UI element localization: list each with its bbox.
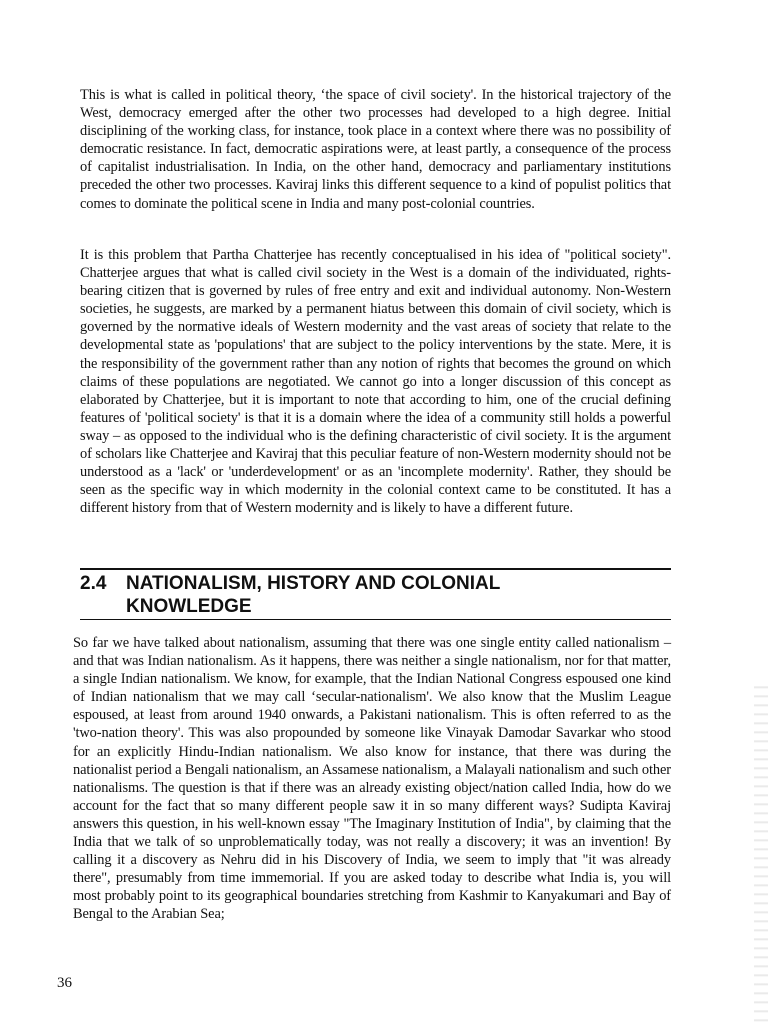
paragraph-political-society: It is this problem that Partha Chatterjee has recently conceptualised in his idea of "political society". Chatterjee argues that what is called civil society in the West is a domain of the individuated, rights-bearing citizen that is governed by rules of free entry and exit and individual autonomy. Non-Western societies, he suggests, are marked by a permanent hiatus between this domain of civil society, which is governed by the normative ideals of Western modernity and the vast areas of society that relate to the developmental state as 'populations' that are subject to the policy interventions by the state. Mere, it is the responsibility of the government rather than any notion of rights that becomes the ground on which claims of these populations are negotiated. We cannot go into a longer discussion of this concept as elaborated by Chatterjee, but it is important to note that according to him, one of the crucial defining features of 'political society' is that it is a domain where the idea of a community still holds a powerful sway – as opposed to the individual who is the defining characteristic of civil society. It is the argument of scholars like Chatterjee and Kaviraj that this peculiar feature of non-Western modernity should not be understood as a 'lack' or 'underdevelopment' or as an 'incomplete modernity'. Rather, they should be seen as the specific way in which modernity in the colonial context came to be constituted. It has a different history from that of Western modernity and is likely to have a different future. <box>80 247 671 517</box>
section-title-line1: NATIONALISM, HISTORY AND COLONIAL <box>126 573 501 594</box>
page-number: 36 <box>57 975 72 991</box>
paragraph-nationalism: So far we have talked about nationalism, assuming that there was one single entity called nationalism – and that was Indian nationalism. As it happens, there was neither a single nationalism, nor for that matter, a single Indian nationalism. We know, for example, that the Indian National Congress espoused one kind of Indian nationalism that we may call ‘secular-nationalism'. We also know that the Muslim League espoused, at least from around 1940 onwards, a Pakistani nationalism. This is often referred to as the 'two-nation theory'. This was also propounded by someone like Vinayak Damodar Savarkar who stood for an explicitly Hindu-Indian nationalism. We also know for instance, that there was during the nationalist period a Bengali nationalism, an Assamese nationalism, a Malayali nationalism and such other nationalisms. The question is that if there was an already existing object/nation called India, how do we account for the fact that so many different people saw it in so many different ways? Sudipta Kaviraj answers this question, in his well-known essay "The Imaginary Institution of India", by claiming that the India that we talk of so unproblematically today, was not really a discovery; it was an invention! By calling it a discovery as Nehru did in his Discovery of India, we seem to imply that "it was already there", presumably from time immemorial. If you are asked today to describe what India is, you will most probably point to its geographical boundaries stretching from Kashmir to Kanyakumari and Bay of Bengal to the Arabian Sea; <box>73 635 671 923</box>
section-rule-bottom <box>80 619 671 620</box>
scan-edge-artifact <box>754 680 768 1024</box>
section-number: 2.4 <box>80 573 107 594</box>
section-title-line2: KNOWLEDGE <box>126 596 252 617</box>
paragraph-civil-society: This is what is called in political theory, ‘the space of civil society'. In the historical trajectory of the West, democracy emerged after the other two processes had developed to a high degree. Initial disciplining of the working class, for instance, took place in a context where there was no possibility of democratic resistance. In fact, democratic aspirations were, at least partly, a consequence of the process of capitalist industrialisation. In India, on the other hand, democracy and parliamentary institutions preceded the other two processes. Kaviraj links this different sequence to a kind of populist politics that comes to dominate the political scene in India and many post-colonial countries. <box>80 87 671 212</box>
section-rule-top <box>80 568 671 570</box>
section-heading <box>80 572 671 618</box>
